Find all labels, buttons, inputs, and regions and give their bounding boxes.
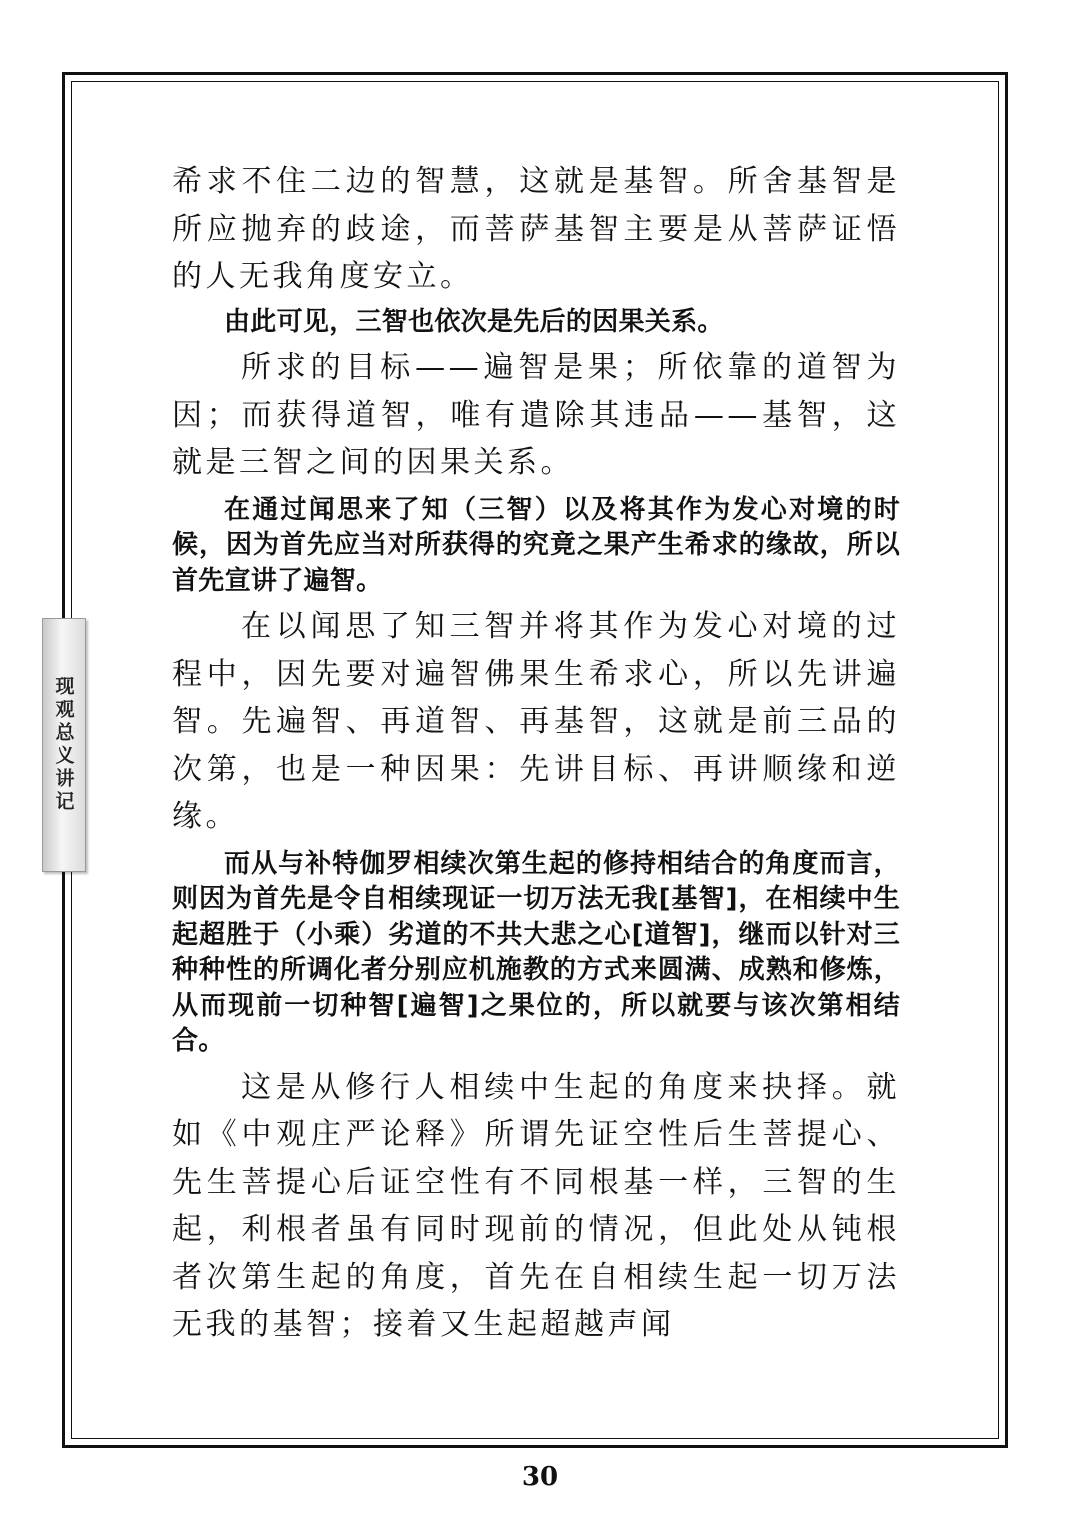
side-tab — [42, 618, 86, 872]
paragraph-6: 而从与补特伽罗相续次第生起的修持相结合的角度而言，则因为首先是令自相续现证一切万法无我[基智]，在相续中生起超胜于（小乘）劣道的不共大悲之心[道智]，继而以针对三种种性的所调化者分别应机施教的方式来圆满、成熟和修炼，从而现前一切种智[遍智]之果位的，所以就要与该次第相结合。 — [172, 848, 900, 1056]
paragraph-1: 希求不住二边的智慧，这就是基智。所舍基智是所应抛弃的歧途，而菩萨基智主要是从菩萨证悟的人无我角度安立。 — [172, 164, 900, 294]
paragraph-4: 在通过闻思来了知（三智）以及将其作为发心对境的时候，因为首先应当对所获得的究竟之果产生希求的缘故，所以首先宣讲了遍智。 — [172, 494, 900, 596]
paragraph-2: 由此可见，三智也依次是先后的因果关系。 — [224, 306, 724, 337]
page-content — [172, 158, 900, 1349]
page-number: 30 — [521, 1462, 559, 1492]
paragraph-3: 所求的目标——遍智是果；所依靠的道智为因；而获得道智，唯有遣除其违品——基智，这就是三智之间的因果关系。 — [172, 350, 900, 480]
paragraph-7: 这是从修行人相续中生起的角度来抉择。就如《中观庄严论释》所谓先证空性后生菩提心、先生菩提心后证空性有不同根基一样，三智的生起，利根者虽有同时现前的情况，但此处从钝根者次第生起的角度，首先在自相续生起一切万法无我的基智；接着又生起超越声闻 — [172, 1069, 900, 1342]
side-tab-title: 现观总义讲记 — [52, 676, 75, 814]
paragraph-5: 在以闻思了知三智并将其作为发心对境的过程中，因先要对遍智佛果生希求心，所以先讲遍智。先遍智、再道智、再基智，这就是前三品的次第，也是一种因果：先讲目标、再讲顺缘和逆缘。 — [172, 609, 900, 834]
